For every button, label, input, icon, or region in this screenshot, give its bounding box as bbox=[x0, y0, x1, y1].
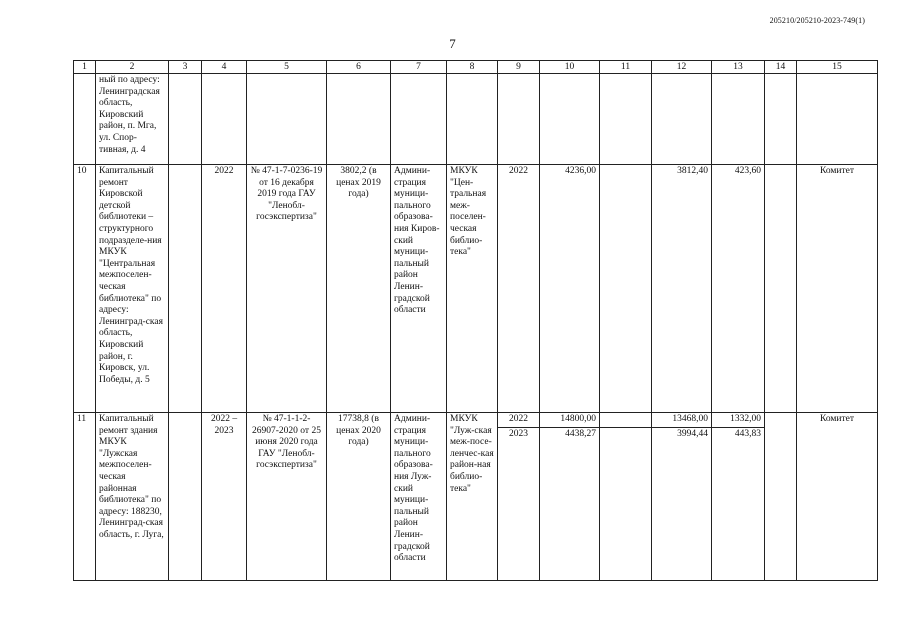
cell-object-name: Капитальный ремонт Кировской детской библиотеки – структурного подразделе-ния МКУК "Центральная межпоселен-ческая библиотека" по адресу: Ленинград-ская область, Кировский район, г. Кировск, ул. Победы, д. 5 bbox=[96, 165, 169, 413]
total-2022: 14800,00 bbox=[540, 413, 599, 428]
cell-customer bbox=[391, 74, 447, 165]
cell-cost: 17738,8 (в ценах 2020 года) bbox=[327, 413, 391, 581]
column-header: 12 bbox=[652, 61, 712, 74]
column-header: 3 bbox=[169, 61, 202, 74]
table-row bbox=[74, 74, 878, 165]
cell-local: 423,60 bbox=[712, 165, 765, 413]
cell-col14 bbox=[765, 413, 797, 581]
total-2023: 4438,27 bbox=[565, 429, 596, 439]
cell-col14 bbox=[765, 74, 797, 165]
column-header: 13 bbox=[712, 61, 765, 74]
column-header: 6 bbox=[327, 61, 391, 74]
cell-col11 bbox=[600, 165, 652, 413]
cell-col3 bbox=[169, 74, 202, 165]
cell-col11 bbox=[600, 74, 652, 165]
cell-local bbox=[712, 413, 765, 581]
regional-2023: 3994,44 bbox=[677, 429, 708, 439]
cell-number: 10 bbox=[74, 165, 96, 413]
column-header: 11 bbox=[600, 61, 652, 74]
cell-local bbox=[712, 74, 765, 165]
cell-object-name: Капитальный ремонт здания МКУК "Лужская межпоселен-ческая районная библиотека" по адресу: 188230, Ленинград-ская область, г. Луга, bbox=[96, 413, 169, 581]
cell-recipient: МКУК "Луж-ская меж-посе-ленчес-кая район-ная библио-тека" bbox=[447, 413, 498, 581]
cell-cost bbox=[327, 74, 391, 165]
table-row bbox=[74, 165, 878, 413]
cell-number bbox=[74, 74, 96, 165]
cell-col3 bbox=[169, 165, 202, 413]
cell-expertise bbox=[247, 74, 327, 165]
cell-regional bbox=[652, 74, 712, 165]
year-2022: 2022 bbox=[498, 413, 539, 428]
cell-col14 bbox=[765, 165, 797, 413]
table-row bbox=[74, 413, 878, 581]
cell-cost: 3802,2 (в ценах 2019 года) bbox=[327, 165, 391, 413]
cell-expertise: № 47-1-7-0236-19 от 16 декабря 2019 года ГАУ "Ленобл-госэкспертиза" bbox=[247, 165, 327, 413]
column-header: 15 bbox=[797, 61, 878, 74]
cell-period bbox=[202, 74, 247, 165]
regional-2022: 13468,00 bbox=[652, 413, 711, 428]
local-2022: 1332,00 bbox=[712, 413, 764, 428]
local-2023: 443,83 bbox=[734, 429, 761, 439]
document-id: 205210/205210-2023-749(1) bbox=[769, 16, 865, 25]
column-header: 10 bbox=[540, 61, 600, 74]
cell-total bbox=[540, 413, 600, 581]
cell-recipient: МКУК "Цен-тральная меж-поселен-ческая библио-тека" bbox=[447, 165, 498, 413]
data-table bbox=[73, 60, 878, 581]
column-header: 1 bbox=[74, 61, 96, 74]
page-number: 7 bbox=[449, 36, 456, 51]
cell-total bbox=[540, 74, 600, 165]
column-header: 9 bbox=[498, 61, 540, 74]
cell-expertise: № 47-1-1-2-26907-2020 от 25 июня 2020 года ГАУ "Ленобл-госэкспертиза" bbox=[247, 413, 327, 581]
cell-number: 11 bbox=[74, 413, 96, 581]
cell-period: 2022 bbox=[202, 165, 247, 413]
cell-object-name: ный по адресу: Ленинградская область, Кировский район, п. Мга, ул. Спор-тивная, д. 4 bbox=[96, 74, 169, 165]
cell-year bbox=[498, 74, 540, 165]
cell-period: 2022 – 2023 bbox=[202, 413, 247, 581]
cell-year bbox=[498, 413, 540, 581]
column-header: 2 bbox=[96, 61, 169, 74]
year-2023: 2023 bbox=[509, 429, 528, 439]
cell-responsible: Комитет bbox=[797, 165, 878, 413]
cell-recipient bbox=[447, 74, 498, 165]
column-header: 5 bbox=[247, 61, 327, 74]
column-header: 7 bbox=[391, 61, 447, 74]
cell-regional bbox=[652, 413, 712, 581]
cell-year: 2022 bbox=[498, 165, 540, 413]
cell-col11 bbox=[600, 413, 652, 581]
cell-customer: Админи-страция муници-пального образова-ния Киров-ский муници-пальный район Ленин-градской области bbox=[391, 165, 447, 413]
cell-regional: 3812,40 bbox=[652, 165, 712, 413]
column-header: 14 bbox=[765, 61, 797, 74]
cell-responsible: Комитет bbox=[797, 413, 878, 581]
cell-responsible bbox=[797, 74, 878, 165]
column-header: 8 bbox=[447, 61, 498, 74]
cell-col3 bbox=[169, 413, 202, 581]
cell-total: 4236,00 bbox=[540, 165, 600, 413]
column-header: 4 bbox=[202, 61, 247, 74]
header-row bbox=[74, 61, 878, 74]
cell-customer: Админи-страция муници-пального образова-ния Луж-ский муници-пальный район Ленин-градской области bbox=[391, 413, 447, 581]
col11-2022 bbox=[600, 413, 651, 428]
